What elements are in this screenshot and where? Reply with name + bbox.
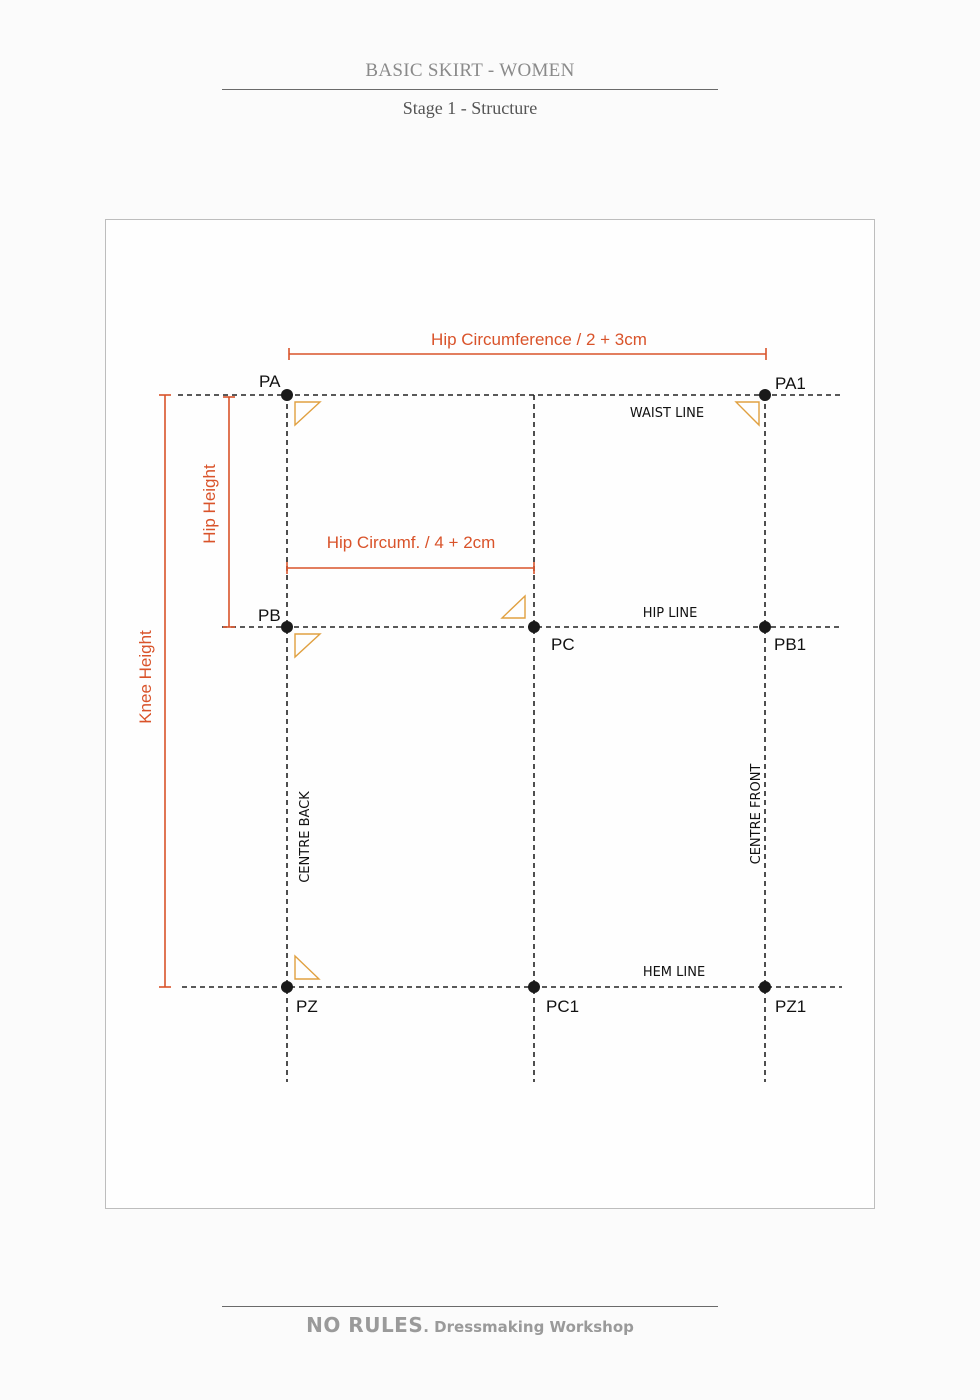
point-label-pc: PC — [551, 635, 575, 654]
point-pc1 — [528, 981, 540, 993]
point-pa — [281, 389, 293, 401]
right-angle-marker-pz — [295, 956, 319, 979]
point-label-pc1: PC1 — [546, 997, 580, 1016]
point-label-pa: PA — [259, 372, 281, 391]
centre-back-label: CENTRE BACK — [298, 791, 313, 883]
point-pc — [528, 621, 540, 633]
hip-line-label: HIP LINE — [642, 606, 698, 621]
point-pa1 — [759, 389, 771, 401]
page-title: BASIC SKIRT - WOMEN — [365, 60, 575, 81]
point-label-pb1: PB1 — [774, 635, 807, 654]
point-pb1 — [759, 621, 771, 633]
point-pz1 — [759, 981, 771, 993]
point-pb — [281, 621, 293, 633]
point-pz — [281, 981, 293, 993]
right-angle-marker-pa — [295, 402, 320, 425]
footer-divider — [222, 1306, 718, 1307]
hem-line-label: HEM LINE — [642, 965, 706, 980]
footer-brand: NO RULES — [306, 1313, 424, 1337]
right-angle-marker-pa1 — [736, 402, 759, 425]
knee-height-label: Knee Height — [136, 630, 155, 724]
point-label-pz1: PZ1 — [775, 997, 807, 1016]
point-label-pz: PZ — [296, 997, 318, 1016]
waist-line-label: WAIST LINE — [629, 406, 705, 421]
footer — [222, 1313, 718, 1337]
footer-tagline: . Dressmaking Workshop — [423, 1318, 634, 1336]
point-label-pb: PB — [258, 606, 281, 625]
page-subtitle: Stage 1 - Structure — [402, 98, 538, 118]
centre-front-label: CENTRE FRONT — [749, 763, 764, 865]
hip-circumference-label: Hip Circumference / 2 + 3cm — [431, 330, 647, 349]
hip-height-label: Hip Height — [200, 464, 219, 544]
hip-quarter-label: Hip Circumf. / 4 + 2cm — [326, 533, 496, 552]
right-angle-marker-pc — [502, 596, 525, 618]
point-label-pa1: PA1 — [775, 374, 806, 393]
right-angle-marker-pb — [295, 634, 320, 657]
